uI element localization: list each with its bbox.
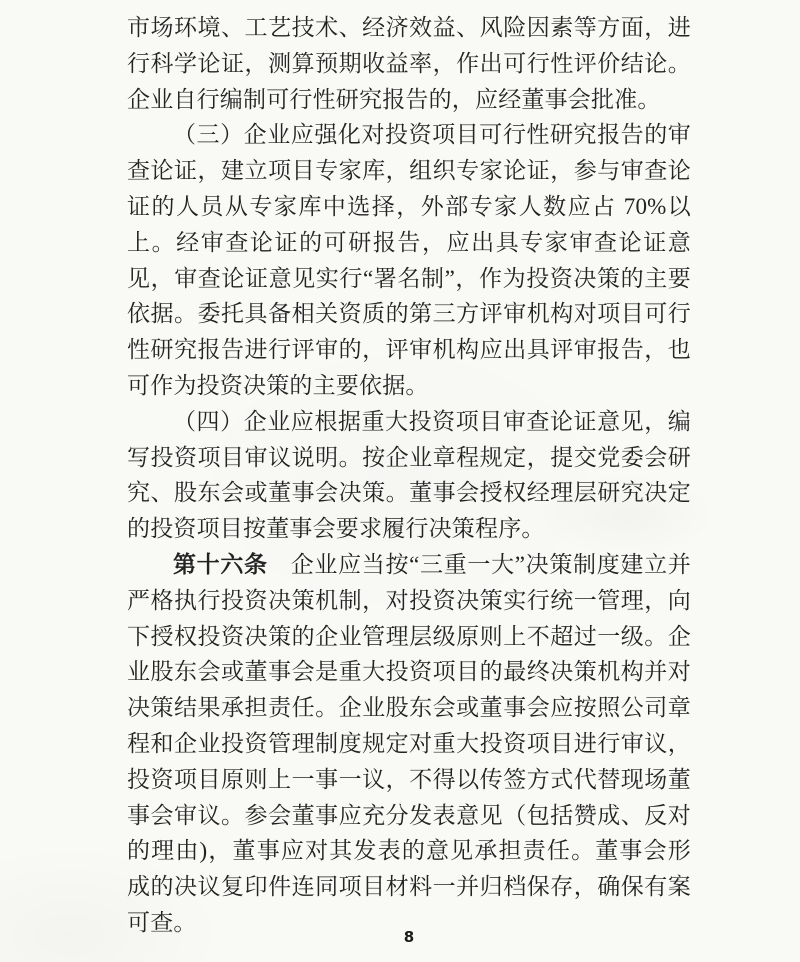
page-number: 8 <box>403 928 415 946</box>
article-number-label: 第十六条 <box>173 551 268 577</box>
paragraph-item-three: （三）企业应强化对投资项目可行性研究报告的审查论证，建立项目专家库，组织专家论证，参与审查论证的人员从专家库中选择，外部专家人数应占 70%以上。经审查论证的可研报告，应出具专家审查论证意见，审查论证意见实行“署名制”，作为投资决策的主要依据。委托具备相关资质的第三方评审机构对项目可行性研究报告进行评审的，评审机构应出具评审报告，也可作为投资决策的主要依据。 <box>127 122 691 398</box>
document-text <box>127 10 691 941</box>
paragraph-item-four: （四）企业应根据重大投资项目审查论证意见，编写投资项目审议说明。按企业章程规定，提交党委会研究、股东会或董事会决策。董事会授权经理层研究决定的投资项目按董事会要求履行决策程序。 <box>127 408 691 542</box>
paragraph-article-16 <box>127 547 691 941</box>
article-16-text: 企业应当按“三重一大”决策制度建立并严格执行投资决策机制，对投资决策实行统一管理，向下授权投资决策的企业管理层级原则上不超过一级。企业股东会或董事会是重大投资项目的最终决策机构并对决策结果承担责任。企业股东会或董事会应按照公司章程和企业投资管理制度规定对重大投资项目进行审议，投资项目原则上一事一议，不得以传签方式代替现场董事会审议。参会董事应充分发表意见（包括赞成、反对的理由)，董事应对其发表的意见承担责任。董事会形成的决议复印件连同项目材料一并归档保存，确保有案可查。 <box>127 551 691 935</box>
paragraph-continuation: 市场环境、工艺技术、经济效益、风险因素等方面，进行科学论证，测算预期收益率，作出可行性评价结论。企业自行编制可行性研究报告的，应经董事会批准。 <box>127 15 691 112</box>
